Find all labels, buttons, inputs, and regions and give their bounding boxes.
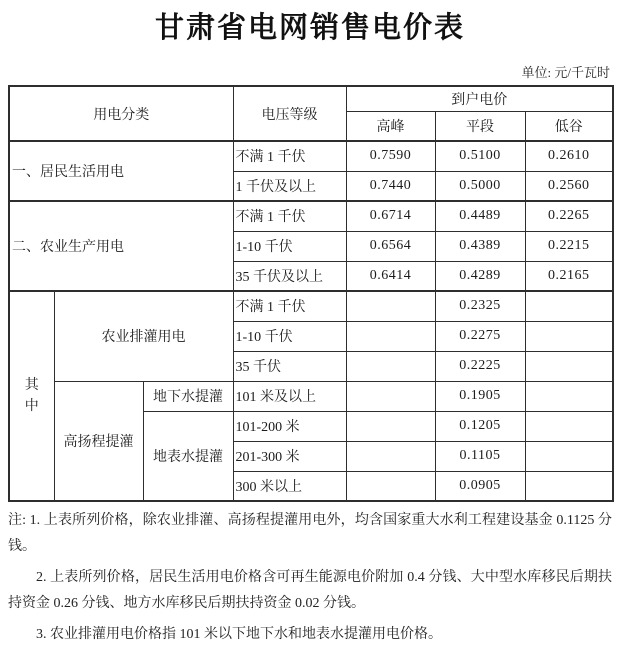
cell-price-peak xyxy=(346,351,435,381)
cell-category-surface-water: 地表水提灌 xyxy=(143,411,233,501)
cell-price-flat: 0.1205 xyxy=(435,411,525,441)
header-usage-category: 用电分类 xyxy=(9,86,233,141)
cell-voltage: 300 米以上 xyxy=(233,471,346,501)
cell-price-flat: 0.1905 xyxy=(435,381,525,411)
cell-price-valley xyxy=(525,291,613,321)
cell-price-flat: 0.4289 xyxy=(435,261,525,291)
table-row xyxy=(9,381,613,411)
cell-price-peak: 0.6714 xyxy=(346,201,435,231)
cell-price-valley xyxy=(525,321,613,351)
cell-voltage: 101 米及以上 xyxy=(233,381,346,411)
cell-price-valley: 0.2265 xyxy=(525,201,613,231)
cell-price-peak: 0.6414 xyxy=(346,261,435,291)
footnotes xyxy=(8,508,612,645)
cell-price-flat: 0.4489 xyxy=(435,201,525,231)
cell-price-flat: 0.5100 xyxy=(435,141,525,171)
cell-voltage: 101-200 米 xyxy=(233,411,346,441)
header-peak: 高峰 xyxy=(346,111,435,141)
cell-among-which xyxy=(9,291,54,501)
cell-price-valley xyxy=(525,471,613,501)
cell-price-peak: 0.7590 xyxy=(346,141,435,171)
cell-price-valley xyxy=(525,441,613,471)
footnote-2: 2. 上表所列价格，居民生活用电价格含可再生能源电价附加 0.4 分钱、大中型水库移民后期扶持资金 0.26 分钱、地方水库移民后期扶持资金 0.02 分钱。 xyxy=(8,569,612,611)
table-row xyxy=(9,141,613,171)
cell-price-valley xyxy=(525,351,613,381)
unit-label: 单位: 元/千瓦时 xyxy=(521,65,610,80)
cell-price-peak xyxy=(346,381,435,411)
price-table xyxy=(8,85,614,502)
cell-price-peak: 0.6564 xyxy=(346,231,435,261)
cell-price-valley: 0.2560 xyxy=(525,171,613,201)
table-row xyxy=(9,291,613,321)
cell-price-valley xyxy=(525,411,613,441)
cell-price-flat: 0.4389 xyxy=(435,231,525,261)
cell-voltage: 1-10 千伏 xyxy=(233,321,346,351)
cell-price-flat: 0.2325 xyxy=(435,291,525,321)
header-household-price: 到户电价 xyxy=(346,86,613,111)
footnote-1: 注: 1. 上表所列价格，除农业排灌、高扬程提灌用电外，均含国家重大水利工程建设基金 0.1125 分钱。 xyxy=(8,513,612,554)
header-valley: 低谷 xyxy=(525,111,613,141)
cell-voltage: 不满 1 千伏 xyxy=(233,291,346,321)
cell-category-high-lift: 高扬程提灌 xyxy=(54,381,143,501)
cell-price-valley: 0.2610 xyxy=(525,141,613,171)
cell-voltage: 1 千伏及以上 xyxy=(233,171,346,201)
cell-voltage: 201-300 米 xyxy=(233,441,346,471)
cell-category-agriculture: 二、农业生产用电 xyxy=(9,201,233,291)
footnote-3: 3. 农业排灌用电价格指 101 米以下地下水和地表水提灌用电价格。 xyxy=(36,626,442,642)
cell-price-peak xyxy=(346,441,435,471)
cell-price-flat: 0.1105 xyxy=(435,441,525,471)
cell-category-groundwater: 地下水提灌 xyxy=(143,381,233,411)
header-flat: 平段 xyxy=(435,111,525,141)
table-row xyxy=(9,201,613,231)
cell-category-residential: 一、居民生活用电 xyxy=(9,141,233,201)
cell-price-peak xyxy=(346,291,435,321)
cell-voltage: 35 千伏及以上 xyxy=(233,261,346,291)
page-title: 甘肃省电网销售电价表 xyxy=(154,12,465,44)
header-voltage-level: 电压等级 xyxy=(233,86,346,141)
cell-price-flat: 0.0905 xyxy=(435,471,525,501)
cell-price-valley: 0.2165 xyxy=(525,261,613,291)
among-which-label: 其中 xyxy=(24,378,39,414)
cell-category-irrigation: 农业排灌用电 xyxy=(54,291,233,381)
cell-voltage: 35 千伏 xyxy=(233,351,346,381)
cell-price-peak: 0.7440 xyxy=(346,171,435,201)
cell-price-valley: 0.2215 xyxy=(525,231,613,261)
cell-price-flat: 0.2225 xyxy=(435,351,525,381)
cell-price-peak xyxy=(346,411,435,441)
cell-price-flat: 0.2275 xyxy=(435,321,525,351)
table-header-row xyxy=(9,86,613,111)
cell-price-flat: 0.5000 xyxy=(435,171,525,201)
cell-voltage: 不满 1 千伏 xyxy=(233,141,346,171)
cell-price-valley xyxy=(525,381,613,411)
cell-price-peak xyxy=(346,321,435,351)
cell-voltage: 不满 1 千伏 xyxy=(233,201,346,231)
cell-price-peak xyxy=(346,471,435,501)
cell-voltage: 1-10 千伏 xyxy=(233,231,346,261)
